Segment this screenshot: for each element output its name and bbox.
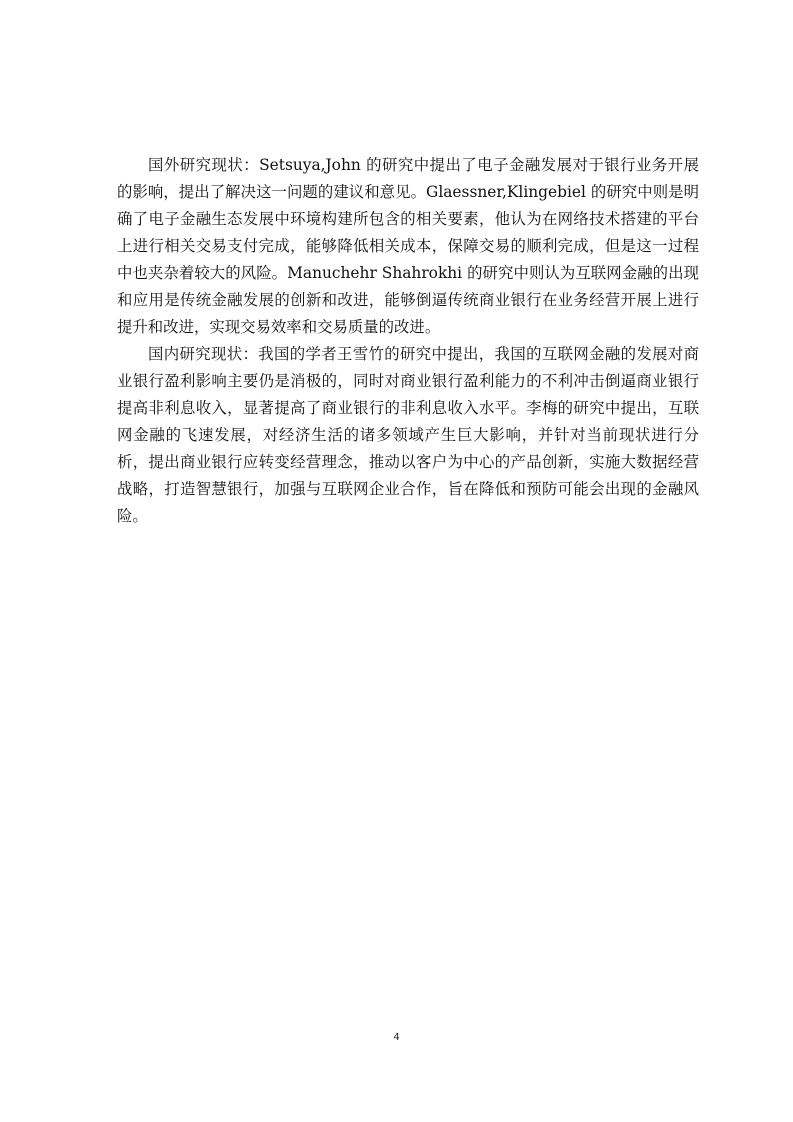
body-text xyxy=(117,152,699,530)
paragraph-domestic-research: 国内研究现状：我国的学者王雪竹的研究中提出，我国的互联网金融的发展对商业银行盈利影响主要仍是消极的，同时对商业银行盈利能力的不利冲击倒逼商业银行提高非利息收入，显著提高了商业银行的非利息收入水平。李梅的研究中提出，互联网金融的飞速发展，对经济生活的诸多领域产生巨大影响，并针对当前现状进行分析，提出商业银行应转变经营理念，推动以客户为中心的产品创新，实施大数据经营战略，打造智慧银行，加强与互联网企业合作，旨在降低和预防可能会出现的金融风险。 xyxy=(117,345,699,525)
paragraph-foreign-research: 国外研究现状：Setsuya,John 的研究中提出了电子金融发展对于银行业务开展的影响，提出了解决这一问题的建议和意见。Glaessner,Klingebiel 的研究中则是明确了电子金融生态发展中环境构建所包含的相关要素，他认为在网络技术搭建的平台上进行相关交易支付完成，能够降低相关成本，保障交易的顺利完成，但是这一过程中也夹杂着较大的风险。Manuchehr Shahrokhi 的研究中则认为互联网金融的出现和应用是传统金融发展的创新和改进，能够倒逼传统商业银行在业务经营开展上进行提升和改进，实现交易效率和交易质量的改进。 xyxy=(117,156,699,336)
page-number: 4 xyxy=(393,1032,400,1043)
